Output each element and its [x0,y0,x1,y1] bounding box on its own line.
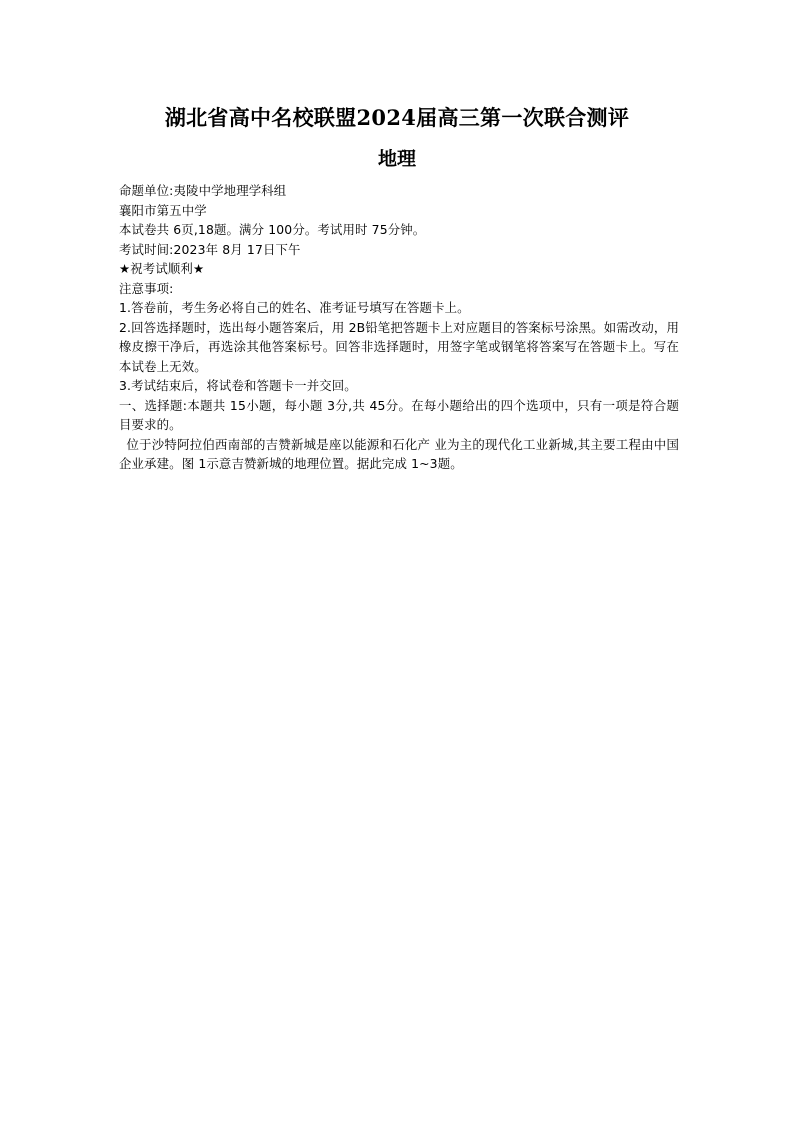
section-instruction: 一、选择题:本题共 15小题，每小题 3分,共 45分。在每小题给出的四个选项中，只有一项是符合题目要求的。 [119,397,679,432]
author-unit: 命题单位:夷陵中学地理学科组 [119,183,287,198]
exam-title: 湖北省高中名校联盟2024届高三第一次联合测评 [164,105,630,130]
author-school: 襄阳市第五中学 [119,202,207,218]
exam-subject: 地理 [377,148,416,170]
question-passage: 位于沙特阿拉伯西南部的吉赞新城是座以能源和石化产 业为主的现代化工业新城,其主要工程由中国企业承建。图 1示意吉赞新城的地理位置。据此完成 1~3题。 [119,436,679,471]
note-item-3: 3.考试结束后，将试卷和答题卡一并交回。 [119,378,357,393]
note-item-2: 2.回答选择题时，选出每小题答案后，用 2B铅笔把答题卡上对应题目的答案标号涂黑。如需改动，用橡皮擦干净后，再选涂其他答案标号。回答非选择题时，用签字笔或钢笔将答案写在答题卡上。写在本试卷上无效。 [119,319,679,374]
notes-heading: 注意事项: [119,280,174,296]
note-item-1: 1.答卷前，考生务必将自己的姓名、准考证号填写在答题卡上。 [119,300,470,315]
exam-body [119,181,679,474]
exam-time: 考试时间:2023年 8月 17日下午 [119,241,301,257]
exam-scope: 本试卷共 6页,18题。满分 100分。考试用时 75分钟。 [119,222,426,237]
good-luck-line: ★祝考试顺利★ [119,261,205,276]
